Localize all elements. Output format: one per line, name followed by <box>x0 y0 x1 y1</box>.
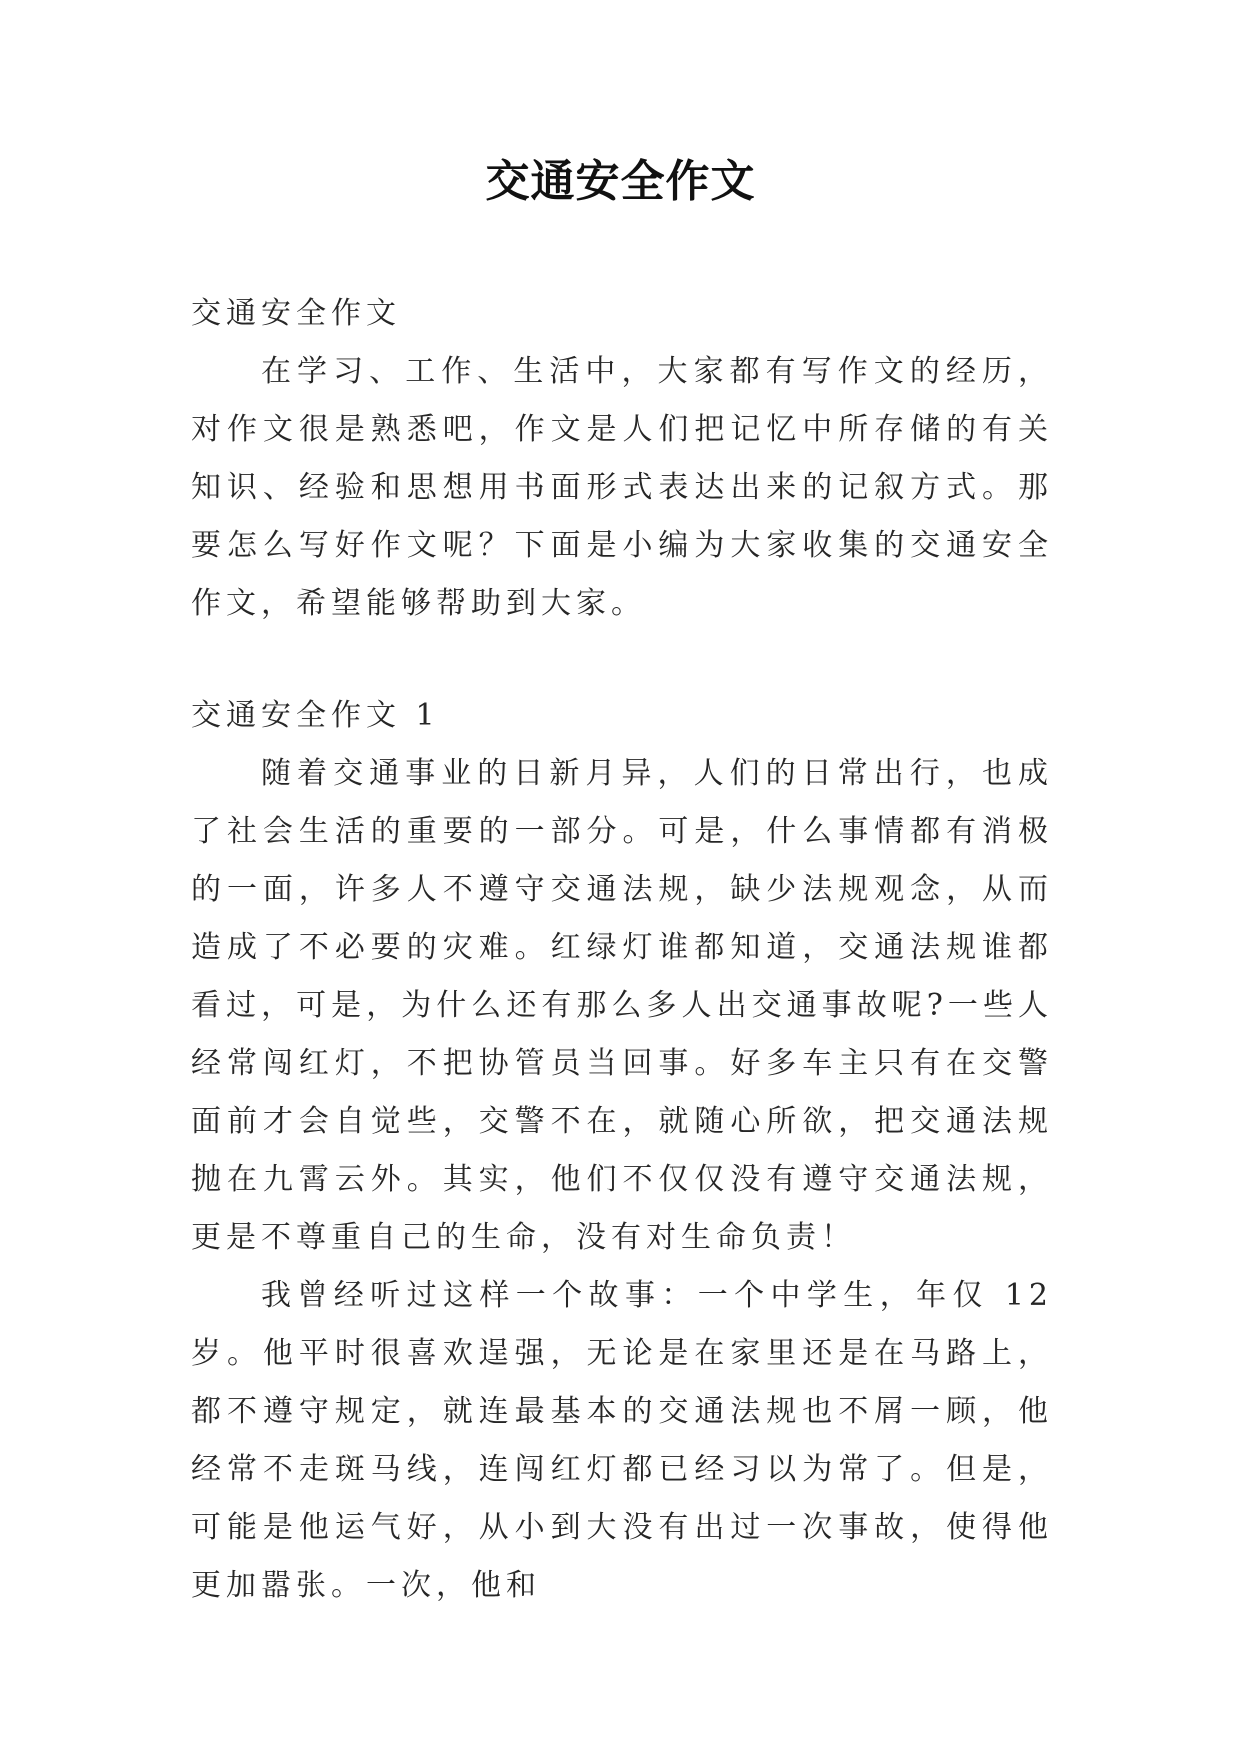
section-spacer <box>191 633 1053 687</box>
essay-1-paragraph-1: 随着交通事业的日新月异，人们的日常出行，也成了社会生活的重要的一部分。可是，什么事情都有消极的一面，许多人不遵守交通法规，缺少法规观念，从而造成了不必要的灾难。红绿灯谁都知道，交通法规谁都看过，可是，为什么还有那么多人出交通事故呢?一些人经常闯红灯，不把协管员当回事。好多车主只有在交警面前才会自觉些，交警不在，就随心所欲，把交通法规抛在九霄云外。其实，他们不仅仅没有遵守交通法规，更是不尊重自己的生命，没有对生命负责！ <box>191 756 1053 1255</box>
intro-heading: 交通安全作文 <box>191 296 401 331</box>
essay-1-heading: 交通安全作文 1 <box>191 698 440 733</box>
intro-paragraph: 在学习、工作、生活中，大家都有写作文的经历，对作文很是熟悉吧，作文是人们把记忆中所存储的有关知识、经验和思想用书面形式表达出来的记叙方式。那要怎么写好作文呢？下面是小编为大家收集的交通安全作文，希望能够帮助到大家。 <box>191 354 1053 621</box>
document-body <box>191 285 1053 1615</box>
document-title: 交通安全作文 <box>485 156 756 207</box>
essay-1-paragraph-2: 我曾经听过这样一个故事：一个中学生，年仅 12 岁。他平时很喜欢逞强，无论是在家里还是在马路上，都不遵守规定，就连最基本的交通法规也不屑一顾，他经常不走斑马线，连闯红灯都已经习以为常了。但是，可能是他运气好，从小到大没有出过一次事故，使得他更加嚣张。一次，他和 <box>191 1278 1053 1603</box>
